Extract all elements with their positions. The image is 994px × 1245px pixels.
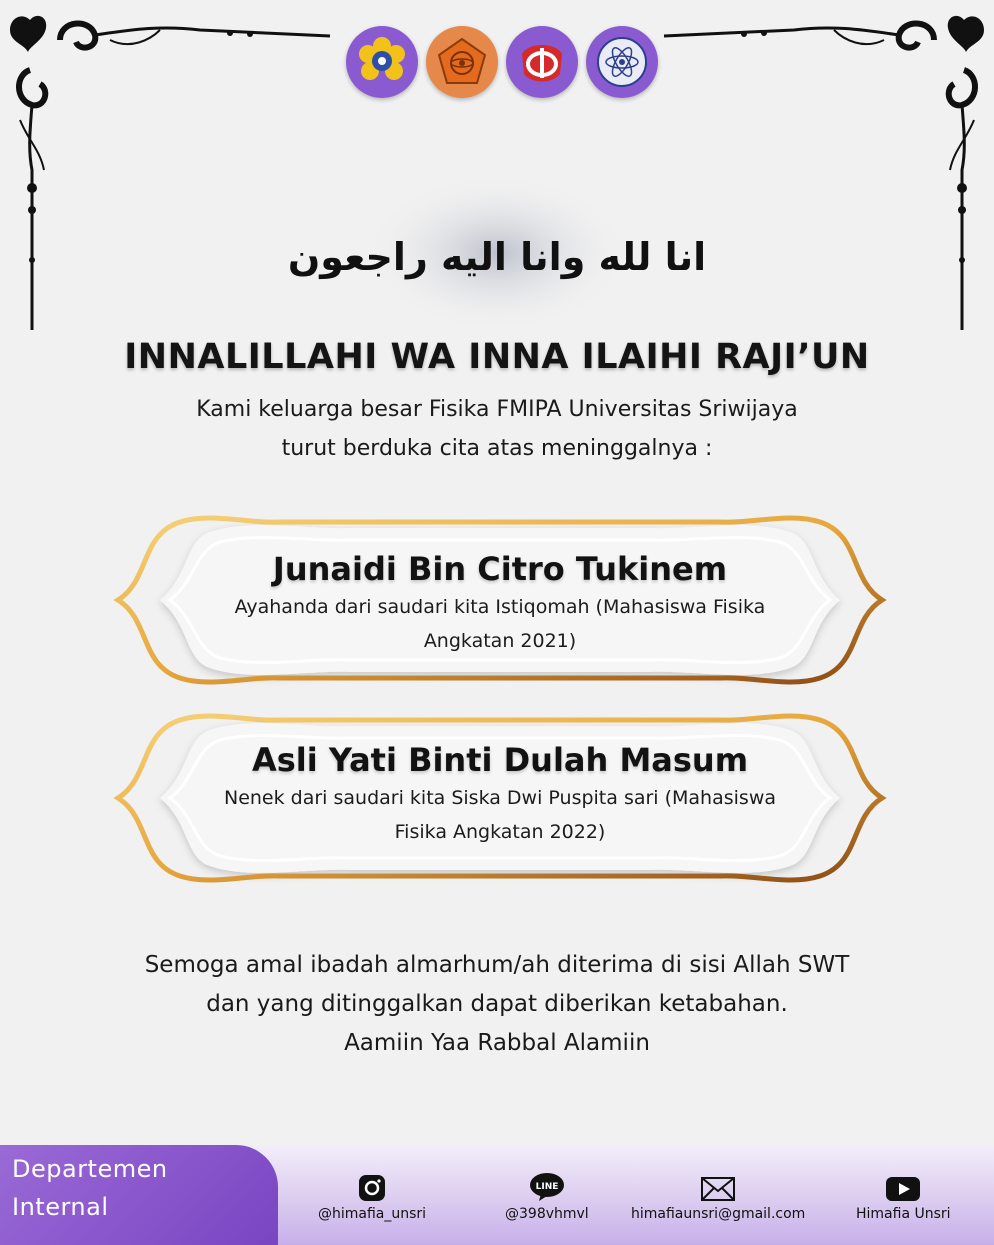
email-icon (700, 1176, 736, 1202)
instagram-icon (358, 1174, 386, 1202)
instagram-handle: @himafia_unsri (318, 1206, 427, 1222)
intro-text (0, 390, 994, 468)
instagram-contact[interactable] (318, 1172, 426, 1222)
youtube-icon (885, 1176, 921, 1202)
line-id: @398vhmvl (505, 1206, 589, 1222)
name-frame-2 (110, 708, 890, 888)
science-logo-icon (506, 26, 578, 98)
prayer-line-2: dan yang ditinggalkan dapat diberikan ketabahan. (206, 991, 788, 1017)
line-contact[interactable] (505, 1172, 589, 1222)
name-frame-1 (110, 510, 890, 690)
arabic-calligraphy (287, 145, 707, 325)
organization-logos (346, 26, 658, 98)
deceased-relation-1-line-1: Ayahanda dari saudari kita Istiqomah (Mahasiswa Fisika (234, 596, 766, 618)
headline: INNALILLAHI WA INNA ILAIHI RAJI’UN (124, 337, 870, 377)
deceased-relation-2 (170, 781, 830, 849)
corner-ornament-right (654, 0, 994, 340)
deceased-name-2: Asli Yati Binti Dulah Masum (251, 741, 749, 779)
email-contact[interactable] (631, 1172, 805, 1222)
youtube-contact[interactable] (856, 1172, 951, 1222)
prayer-text (0, 946, 994, 1063)
intro-line-2: turut berduka cita atas meninggalnya : (281, 436, 713, 461)
deceased-relation-2-line-1: Nenek dari saudari kita Siska Dwi Puspita sari (Mahasiswa (223, 787, 777, 809)
department-badge (0, 1145, 278, 1245)
deceased-relation-1-line-2: Angkatan 2021) (423, 630, 577, 652)
department-line-1: Departemen (12, 1155, 168, 1183)
line-app-icon (529, 1172, 565, 1202)
youtube-channel: Himafia Unsri (856, 1206, 951, 1222)
deceased-relation-2-line-2: Fisika Angkatan 2022) (394, 821, 606, 843)
deceased-relation-1 (170, 590, 830, 658)
university-seal-icon (346, 26, 418, 98)
department-line-2: Internal (12, 1193, 109, 1221)
faculty-emblem-icon (426, 26, 498, 98)
corner-ornament-left (0, 0, 340, 340)
prayer-line-1: Semoga amal ibadah almarhum/ah diterima di sisi Allah SWT (144, 952, 850, 978)
line-icon-label: LINE (535, 1182, 559, 1192)
calligraphy-text: انا لله وانا اليه راجعون (287, 235, 707, 279)
email-address: himafiaunsri@gmail.com (631, 1206, 806, 1222)
deceased-name-1: Junaidi Bin Citro Tukinem (272, 550, 728, 588)
prayer-line-3: Aamiin Yaa Rabbal Alamiin (344, 1030, 650, 1056)
intro-line-1: Kami keluarga besar Fisika FMIPA Universitas Sriwijaya (196, 397, 798, 422)
physics-atom-logo-icon (586, 26, 658, 98)
